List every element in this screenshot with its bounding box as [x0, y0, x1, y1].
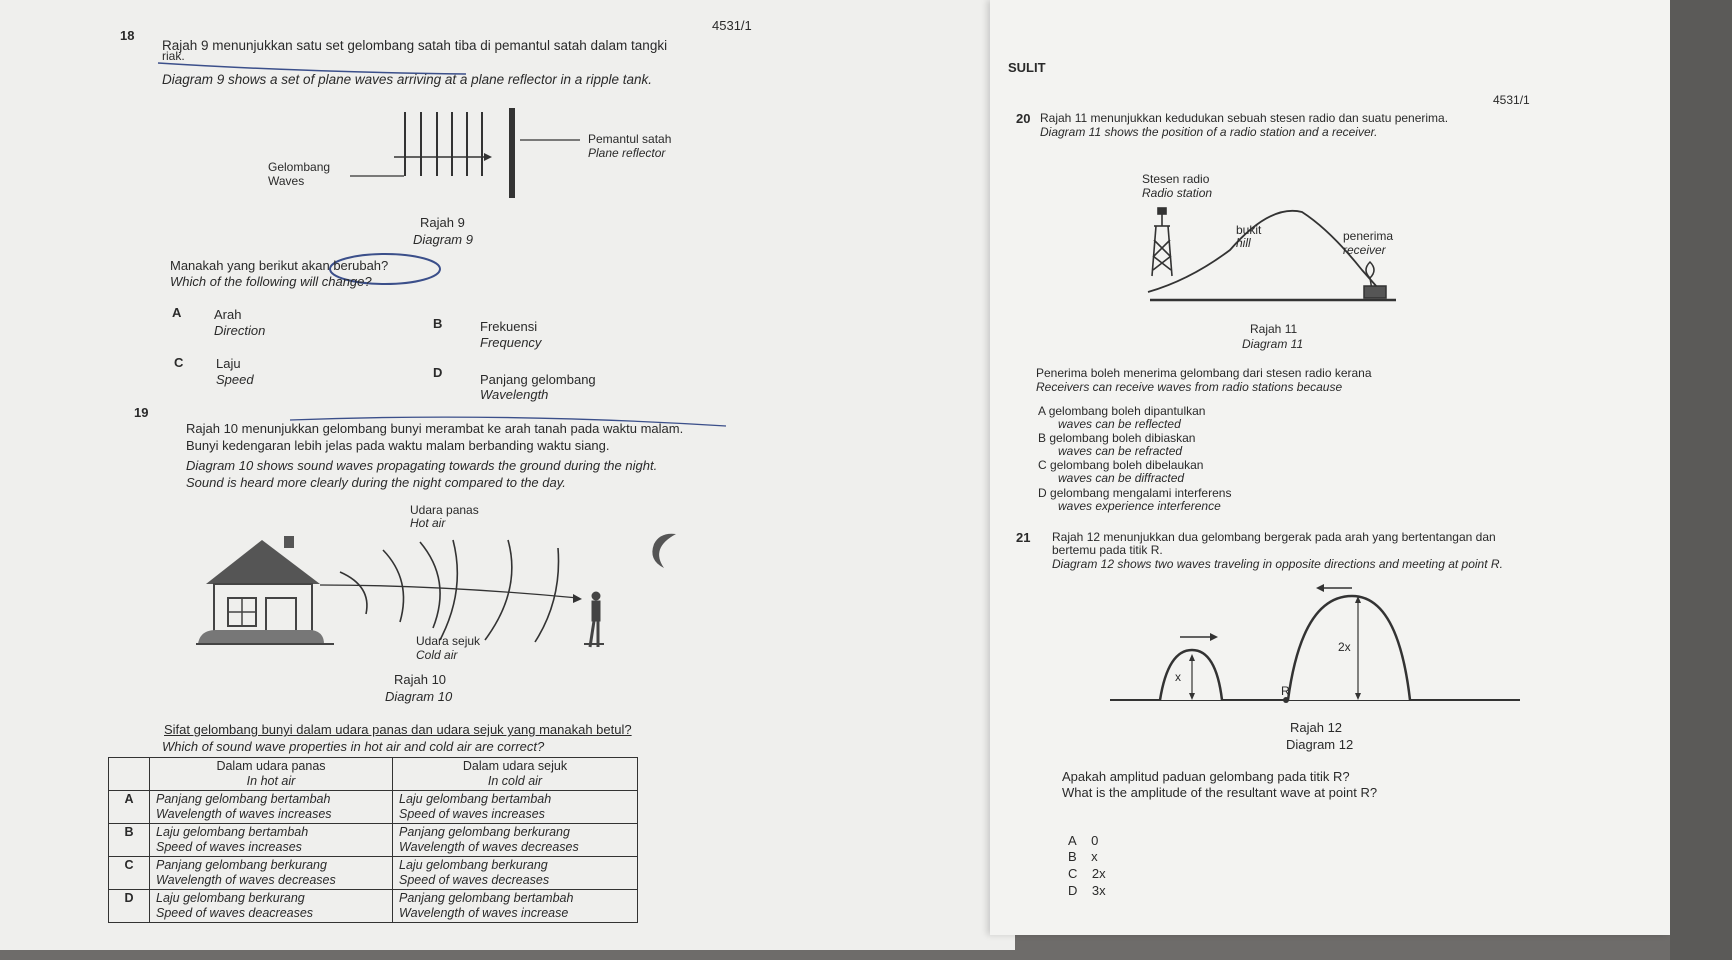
q21-question-en: What is the amplitude of the resultant wave at point R?: [1062, 785, 1378, 800]
q20-option-b[interactable]: B gelombang boleh dibiaskan: [1038, 431, 1196, 445]
label-reflector-en: Plane reflector: [588, 146, 666, 160]
sulit-label: SULIT: [1008, 60, 1046, 75]
q18-option-b-en: Frequency: [480, 335, 542, 350]
label-waves-en: Waves: [268, 174, 305, 188]
label-hot-air-ms: Udara panas: [410, 503, 479, 517]
label-hill-ms: bukit: [1236, 223, 1262, 237]
label-receiver-ms: penerima: [1343, 229, 1394, 243]
header-hot-air: Dalam udara panas In hot air: [150, 758, 393, 791]
q18-option-b-letter[interactable]: B: [433, 316, 443, 331]
moon-icon: [652, 534, 676, 568]
caption-rajah-9: Rajah 9: [420, 215, 465, 230]
q18-option-d-ms: Panjang gelombang: [480, 372, 596, 387]
cold-air-cell: Laju gelombang bertambah Speed of waves increases: [393, 791, 638, 824]
desk-background: [1670, 0, 1732, 960]
q19-text-ms-2: Bunyi kedengaran lebih jelas pada waktu malam berbanding waktu siang.: [186, 438, 610, 453]
q18-option-a-en: Direction: [214, 323, 266, 338]
sound-ray: [320, 585, 578, 598]
q20-number: 20: [1016, 111, 1031, 126]
q18-option-b-ms: Frekuensi: [480, 319, 538, 334]
table-row[interactable]: [109, 824, 638, 857]
label-receiver-en: receiver: [1343, 243, 1386, 257]
caption-rajah-11: Rajah 11: [1250, 322, 1298, 336]
table-header-row: [109, 758, 638, 791]
q21-option-b[interactable]: B x: [1068, 849, 1098, 864]
q18-question-en: Which of the following will change?: [170, 274, 372, 289]
q21-question-ms: Apakah amplitud paduan gelombang pada titik R?: [1062, 769, 1350, 784]
option-letter[interactable]: A: [109, 791, 150, 824]
option-letter[interactable]: D: [109, 890, 150, 923]
q20-stem-en: Receivers can receive waves from radio stations because: [1036, 380, 1343, 394]
q19-options-table: [108, 757, 638, 923]
q20-option-c[interactable]: C gelombang boleh dibelaukan: [1038, 458, 1204, 472]
label-reflector-ms: Pemantul satah: [588, 132, 672, 146]
cold-air-cell: Panjang gelombang bertambah Wavelength of waves increase: [393, 890, 638, 923]
cold-air-cell: Panjang gelombang berkurang Wavelength of waves decreases: [393, 824, 638, 857]
table-row[interactable]: [109, 857, 638, 890]
caption-diagram-9: Diagram 9: [413, 232, 473, 247]
hot-air-cell: Panjang gelombang berkurang Wavelength of waves decreases: [150, 857, 393, 890]
q18-option-d-letter[interactable]: D: [433, 365, 443, 380]
q19-number: 19: [134, 405, 149, 420]
listener-figure: [590, 592, 600, 647]
q18-option-a-letter[interactable]: A: [172, 305, 182, 320]
caption-rajah-12: Rajah 12: [1290, 720, 1343, 735]
q21-option-d[interactable]: D 3x: [1068, 883, 1106, 898]
q20-option-c-en: waves can be diffracted: [1058, 471, 1185, 485]
q21-text-en: Diagram 12 shows two waves traveling in opposite directions and meeting at point R.: [1052, 557, 1503, 571]
q18-option-d-en: Wavelength: [480, 387, 549, 402]
label-hill-en: hill: [1236, 236, 1251, 250]
q20-text-en: Diagram 11 shows the position of a radio station and a receiver.: [1040, 125, 1378, 139]
hot-air-cell: Laju gelombang berkurang Speed of waves deacreases: [150, 890, 393, 923]
label-cold-air-ms: Udara sejuk: [416, 634, 481, 648]
q21-text-ms-2: bertemu pada titik R.: [1052, 543, 1163, 557]
house-chimney: [284, 536, 294, 548]
ink-underline-q19: [290, 417, 726, 426]
q19-text-en-1: Diagram 10 shows sound waves propagating towards the ground during the night.: [186, 458, 658, 473]
q21-option-a[interactable]: A 0: [1068, 833, 1099, 848]
q20-text-ms: Rajah 11 menunjukkan kedudukan sebuah stesen radio dan suatu penerima.: [1040, 111, 1449, 125]
caption-diagram-10: Diagram 10: [385, 689, 453, 704]
q20-option-d[interactable]: D gelombang mengalami interferens: [1038, 486, 1232, 500]
q21-number: 21: [1016, 530, 1031, 545]
cold-air-cell: Laju gelombang berkurang Speed of waves decreases: [393, 857, 638, 890]
q19-question-ms: Sifat gelombang bunyi dalam udara panas dan udara sejuk yang manakah betul?: [164, 722, 632, 737]
q20-option-d-en: waves experience interference: [1058, 499, 1221, 513]
q20-option-b-en: waves can be refracted: [1058, 444, 1183, 458]
q18-option-a-ms: Arah: [214, 307, 242, 322]
table-row[interactable]: [109, 890, 638, 923]
label-r: R: [1281, 684, 1290, 698]
caption-diagram-12: Diagram 12: [1286, 737, 1354, 752]
label-station-ms: Stesen radio: [1142, 172, 1210, 186]
header-cold-air: Dalam udara sejuk In cold air: [393, 758, 638, 791]
q18-question-ms: Manakah yang berikut akan berubah?: [170, 258, 389, 273]
q19-text-ms-1: Rajah 10 menunjukkan gelombang bunyi merambat ke arah tanah pada waktu malam.: [186, 421, 684, 436]
label-waves-ms: Gelombang: [268, 160, 331, 174]
house-roof: [206, 540, 320, 584]
q19-text-en-2: Sound is heard more clearly during the night compared to the day.: [186, 475, 566, 490]
page-code-right: 4531/1: [1493, 93, 1530, 107]
caption-rajah-10: Rajah 10: [394, 672, 447, 687]
q18-text-ms-2: riak.: [162, 49, 185, 63]
label-2x: 2x: [1338, 640, 1351, 654]
q18-option-c-letter[interactable]: C: [174, 355, 184, 370]
label-x: x: [1175, 670, 1181, 684]
exam-page-right: [990, 0, 1670, 935]
q20-stem-ms: Penerima boleh menerima gelombang dari stesen radio kerana: [1036, 366, 1372, 380]
house-bush: [198, 630, 324, 644]
q18-text-en: Diagram 9 shows a set of plane waves arriving at a plane reflector in a ripple tank.: [162, 72, 653, 87]
q18-text-ms-1: Rajah 9 menunjukkan satu set gelombang satah tiba di pemantul satah dalam tangki: [162, 38, 668, 53]
hot-air-cell: Laju gelombang bertambah Speed of waves increases: [150, 824, 393, 857]
page-code: 4531/1: [712, 18, 752, 33]
table-row[interactable]: [109, 791, 638, 824]
option-letter[interactable]: B: [109, 824, 150, 857]
label-hot-air-en: Hot air: [410, 516, 446, 530]
sound-wavefronts: [340, 540, 559, 642]
q18-number: 18: [120, 28, 135, 43]
q18-option-c-ms: Laju: [216, 356, 241, 371]
hot-air-cell: Panjang gelombang bertambah Wavelength of waves increases: [150, 791, 393, 824]
q19-question-en: Which of sound wave properties in hot air and cold air are correct?: [162, 739, 545, 754]
option-letter[interactable]: C: [109, 857, 150, 890]
q18-option-c-en: Speed: [216, 372, 254, 387]
q21-option-c[interactable]: C 2x: [1068, 866, 1106, 881]
caption-diagram-11: Diagram 11: [1242, 337, 1304, 351]
label-station-en: Radio station: [1142, 186, 1213, 200]
label-cold-air-en: Cold air: [416, 648, 458, 662]
q21-text-ms-1: Rajah 12 menunjukkan dua gelombang bergerak pada arah yang bertentangan dan: [1052, 530, 1496, 544]
q20-option-a-en: waves can be reflected: [1058, 417, 1181, 431]
q20-option-a[interactable]: A gelombang boleh dipantulkan: [1038, 404, 1206, 418]
